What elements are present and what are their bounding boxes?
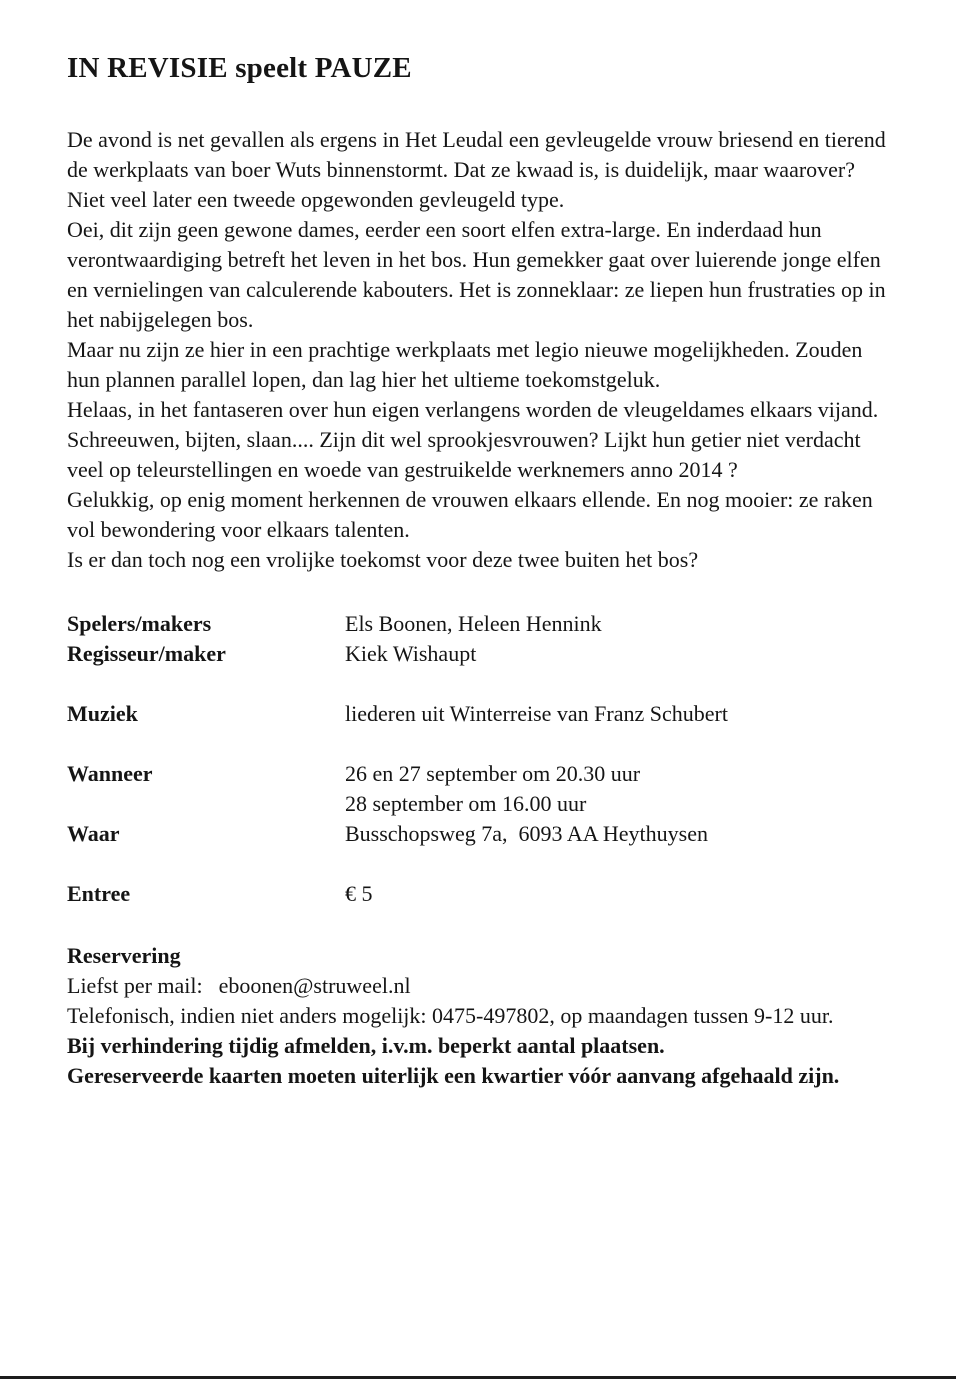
detail-row-when-2 bbox=[67, 789, 896, 819]
detail-label: Wanneer bbox=[67, 761, 153, 786]
synopsis-paragraph: Maar nu zijn ze hier in een prachtige werkplaats met legio nieuwe mogelijkheden. Zouden hun plannen parallel lopen, dan lag hier het ultieme toekomstgeluk. bbox=[67, 337, 863, 392]
detail-value: Kiek Wishaupt bbox=[345, 641, 477, 666]
page-title: IN REVISIE speelt PAUZE bbox=[67, 52, 412, 84]
email-address: eboonen@struweel.nl bbox=[218, 973, 411, 998]
detail-label: Muziek bbox=[67, 701, 138, 726]
scan-artifact-line bbox=[0, 1376, 956, 1379]
detail-label: Waar bbox=[67, 821, 120, 846]
detail-row-where bbox=[67, 819, 896, 849]
detail-row-director bbox=[67, 639, 896, 669]
synopsis-paragraph: Gelukkig, op enig moment herkennen de vrouwen elkaars ellende. En nog mooier: ze raken vol bewondering voor elkaars talenten. bbox=[67, 487, 873, 542]
synopsis-section bbox=[67, 125, 896, 575]
detail-value: Els Boonen, Heleen Hennink bbox=[345, 611, 602, 636]
detail-row-players bbox=[67, 609, 896, 639]
detail-value: 28 september om 16.00 uur bbox=[345, 791, 587, 816]
detail-label: Entree bbox=[67, 881, 131, 906]
detail-row-entry-fee bbox=[67, 879, 896, 909]
mail-label: Liefst per mail: bbox=[67, 973, 203, 998]
reservation-note-line: Bij verhindering tijdig afmelden, i.v.m. beperkt aantal plaatsen. bbox=[67, 1033, 665, 1058]
reservation-section bbox=[67, 941, 896, 1091]
synopsis-paragraph: Niet veel later een tweede opgewonden gevleugeld type. bbox=[67, 187, 565, 212]
detail-value: Busschopsweg 7a, 6093 AA Heythuysen bbox=[345, 821, 708, 846]
detail-label: Spelers/makers bbox=[67, 611, 212, 636]
detail-row-when bbox=[67, 759, 896, 789]
reservation-phone-line: Telefonisch, indien niet anders mogelijk: 0475-497802, op maandagen tussen 9-12 uur. bbox=[67, 1003, 834, 1028]
detail-value: € 5 bbox=[345, 881, 373, 906]
detail-label: Regisseur/maker bbox=[67, 641, 226, 666]
synopsis-paragraph: Oei, dit zijn geen gewone dames, eerder een soort elfen extra-large. En inderdaad hun verontwaardiging betreft het leven in het bos. Hun gemekker gaat over luierende jonge elfen en vernielingen van calculerende kabouters. Het is zonneklaar: ze liepen hun frustraties op in het nabijgelegen bos. bbox=[67, 217, 886, 332]
detail-row-music bbox=[67, 699, 896, 729]
detail-label bbox=[67, 789, 345, 819]
synopsis-paragraph: Schreeuwen, bijten, slaan.... Zijn dit wel sprookjesvrouwen? Lijkt hun getier niet verdacht veel op teleurstellingen en woede van gestruikelde werknemers anno 2014 ? bbox=[67, 427, 861, 482]
detail-value: liederen uit Winterreise van Franz Schubert bbox=[345, 701, 728, 726]
synopsis-paragraph: Helaas, in het fantaseren over hun eigen verlangens worden de vleugeldames elkaars vijand. bbox=[67, 397, 879, 422]
detail-value: 26 en 27 september om 20.30 uur bbox=[345, 761, 641, 786]
reservation-note-line: Gereserveerde kaarten moeten uiterlijk een kwartier vóór aanvang afgehaald zijn. bbox=[67, 1063, 840, 1088]
details-section bbox=[67, 609, 896, 909]
reservation-mail-line bbox=[67, 971, 896, 1001]
synopsis-paragraph: De avond is net gevallen als ergens in Het Leudal een gevleugelde vrouw briesend en tierend de werkplaats van boer Wuts binnenstormt. Dat ze kwaad is, is duidelijk, maar waarover? bbox=[67, 127, 886, 182]
reservation-heading: Reservering bbox=[67, 943, 181, 968]
synopsis-paragraph: Is er dan toch nog een vrolijke toekomst voor deze twee buiten het bos? bbox=[67, 547, 699, 572]
